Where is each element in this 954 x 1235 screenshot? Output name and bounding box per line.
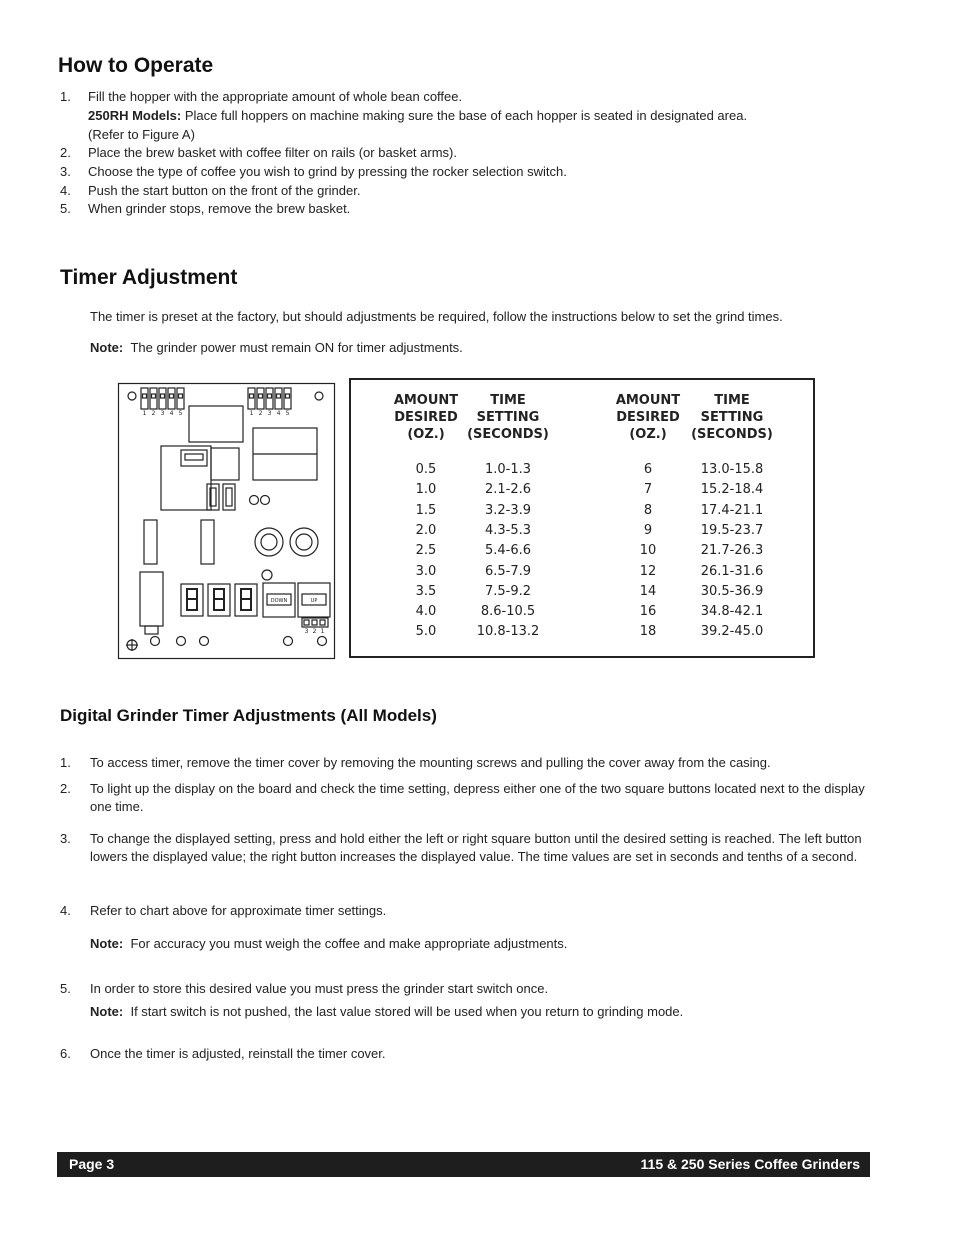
pin-label: 3 <box>267 410 272 417</box>
amount-cell: 4.0 <box>415 604 437 620</box>
product-name: 115 & 250 Series Coffee Grinders <box>640 1156 860 1172</box>
header-line: TIME <box>490 393 526 408</box>
pin-label: 3 <box>304 628 309 635</box>
step-number: 5. <box>60 201 71 216</box>
header-line: (OZ.) <box>629 427 667 442</box>
step-text: Fill the hopper with the appropriate amount of whole bean coffee. <box>88 89 463 104</box>
time-cell: 34.8-42.1 <box>700 604 764 620</box>
time-cell: 17.4-21.1 <box>700 502 764 518</box>
time-cell: 39.2-45.0 <box>700 624 764 640</box>
time-cell: 7.5-9.2 <box>484 583 532 599</box>
amount-cell: 6 <box>643 462 653 477</box>
header-line: (OZ.) <box>407 427 445 442</box>
time-header <box>463 392 553 443</box>
amount-cell: 16 <box>639 604 657 620</box>
step-text: Once the timer is adjusted, reinstall the timer cover. <box>90 1046 386 1061</box>
note-text: For accuracy you must weigh the coffee and make appropriate adjustments. <box>130 936 568 951</box>
amount-cell: 18 <box>639 624 657 640</box>
header-line: DESIRED <box>616 410 680 425</box>
amount-cell: 7 <box>643 482 653 498</box>
down-button-label: DOWN <box>270 598 288 604</box>
note-label: Note: <box>90 936 124 951</box>
page-number: Page 3 <box>69 1156 115 1172</box>
time-header <box>687 392 777 443</box>
step-text: Push the start button on the front of the grinder. <box>88 183 361 198</box>
capacitor <box>144 520 157 564</box>
model-label: 250RH Models: <box>88 108 182 123</box>
step-text: To light up the display on the board and check the time setting, depress either one of the two square buttons located next to the display one time. <box>90 781 865 814</box>
header-line: AMOUNT <box>615 393 681 408</box>
time-cell: 21.7-26.3 <box>700 543 764 559</box>
header-line: TIME <box>714 393 750 408</box>
digit-segment <box>214 589 224 610</box>
amount-cell: 9 <box>643 522 653 538</box>
step-text: To access timer, remove the timer cover by removing the mounting screws and pulling the cover away from the casing. <box>90 755 771 770</box>
right-connector <box>248 388 291 409</box>
amount-cell: 0.5 <box>415 462 437 477</box>
time-cell: 4.3-5.3 <box>484 522 532 538</box>
step-text: To change the displayed setting, press and hold either the left or right square button until the desired setting is reached. The left button lowers the displayed value; the right button increases the displayed value. The time values are set in seconds and tenths of a second. <box>90 831 862 864</box>
time-cell: 3.2-3.9 <box>484 502 532 518</box>
step-number: 1. <box>60 89 71 104</box>
step-text: When grinder stops, remove the brew basket. <box>88 201 351 216</box>
how-to-operate-title: How to Operate <box>58 54 214 77</box>
capacitor <box>201 520 214 564</box>
amount-cell: 8 <box>643 502 653 518</box>
timer-adjustment-title: Timer Adjustment <box>60 266 238 289</box>
header-line: SETTING <box>476 410 540 425</box>
step-number: 4. <box>60 903 71 918</box>
amount-cell: 2.0 <box>415 522 437 538</box>
amount-cell: 12 <box>639 563 657 579</box>
time-cell: 26.1-31.6 <box>700 563 764 579</box>
time-cell: 15.2-18.4 <box>700 482 764 498</box>
digit-segment <box>241 589 251 610</box>
step-number: 4. <box>60 183 71 198</box>
time-cell: 19.5-23.7 <box>700 522 764 538</box>
pin-label: 4 <box>169 410 174 417</box>
amount-cell: 1.5 <box>415 502 437 518</box>
amount-cell: 3.0 <box>415 563 437 579</box>
time-cell: 6.5-7.9 <box>484 563 532 579</box>
pin-label: 3 <box>160 410 165 417</box>
digit-segment <box>187 589 197 610</box>
time-cell: 13.0-15.8 <box>700 462 764 477</box>
potentiometer <box>255 528 283 556</box>
header-line: AMOUNT <box>393 393 459 408</box>
note-label: Note: <box>90 340 124 355</box>
amount-header <box>381 392 471 443</box>
time-cell: 1.0-1.3 <box>484 462 532 477</box>
relay-block <box>189 406 243 442</box>
step-number: 1. <box>60 755 71 770</box>
timer-settings-chart <box>349 378 815 658</box>
note <box>90 935 870 953</box>
amount-cell: 14 <box>639 583 657 599</box>
step-number: 2. <box>60 781 71 796</box>
step-text: Place the brew basket with coffee filter on rails (or basket arms). <box>88 145 457 160</box>
step-number: 6. <box>60 1046 71 1061</box>
pin-label: 5 <box>285 410 290 417</box>
time-cell: 30.5-36.9 <box>700 583 764 599</box>
header-line: SETTING <box>700 410 764 425</box>
step-number: 3. <box>60 164 71 179</box>
amount-cell: 5.0 <box>415 624 437 640</box>
pin-label: 1 <box>142 410 147 417</box>
note-text: The grinder power must remain ON for timer adjustments. <box>130 340 463 355</box>
time-cell: 8.6-10.5 <box>480 604 536 620</box>
model-text: Place full hoppers on machine making sure the base of each hopper is seated in designated area. <box>181 108 748 123</box>
step-number: 5. <box>60 981 71 996</box>
step-text <box>88 108 747 123</box>
note <box>90 1003 870 1021</box>
note-label: Note: <box>90 1004 124 1019</box>
header-line: (SECONDS) <box>691 427 773 442</box>
up-button-label: UP <box>310 598 318 604</box>
step-number: 2. <box>60 145 71 160</box>
pin-label: 2 <box>312 628 317 635</box>
amount-header <box>603 392 693 443</box>
step-text: (Refer to Figure A) <box>88 127 195 142</box>
pin-label: 4 <box>276 410 281 417</box>
amount-cell: 10 <box>639 543 657 559</box>
step-text: Choose the type of coffee you wish to grind by pressing the rocker selection switch. <box>88 164 567 179</box>
note-text: If start switch is not pushed, the last value stored will be used when you return to grinding mode. <box>130 1004 684 1019</box>
time-cell: 2.1-2.6 <box>484 482 532 498</box>
page-footer <box>57 1152 870 1177</box>
left-connector <box>141 388 184 409</box>
time-cell: 5.4-6.6 <box>484 543 532 559</box>
pin-label: 2 <box>151 410 156 417</box>
pin-label: 1 <box>320 628 325 635</box>
timer-note <box>90 339 463 358</box>
header-line: (SECONDS) <box>467 427 549 442</box>
step-text: Refer to chart above for approximate timer settings. <box>90 903 387 918</box>
digital-title: Digital Grinder Timer Adjustments (All Models) <box>60 706 437 725</box>
time-cell: 10.8-13.2 <box>476 624 540 640</box>
pin-label: 2 <box>258 410 263 417</box>
mount-hole <box>315 392 323 400</box>
pin-label: 1 <box>249 410 254 417</box>
pin-label: 5 <box>178 410 183 417</box>
timer-intro: The timer is preset at the factory, but should adjustments be required, follow the instructions below to set the grind times. <box>90 309 783 324</box>
amount-cell: 1.0 <box>415 482 437 498</box>
amount-cell: 3.5 <box>415 583 437 599</box>
timer-board-diagram <box>117 382 337 662</box>
mount-hole <box>128 392 136 400</box>
step-text: In order to store this desired value you must press the grinder start switch once. <box>90 981 549 996</box>
step-number: 3. <box>60 831 71 846</box>
header-line: DESIRED <box>394 410 458 425</box>
resistor-block <box>140 572 163 626</box>
amount-cell: 2.5 <box>415 543 437 559</box>
potentiometer <box>290 528 318 556</box>
